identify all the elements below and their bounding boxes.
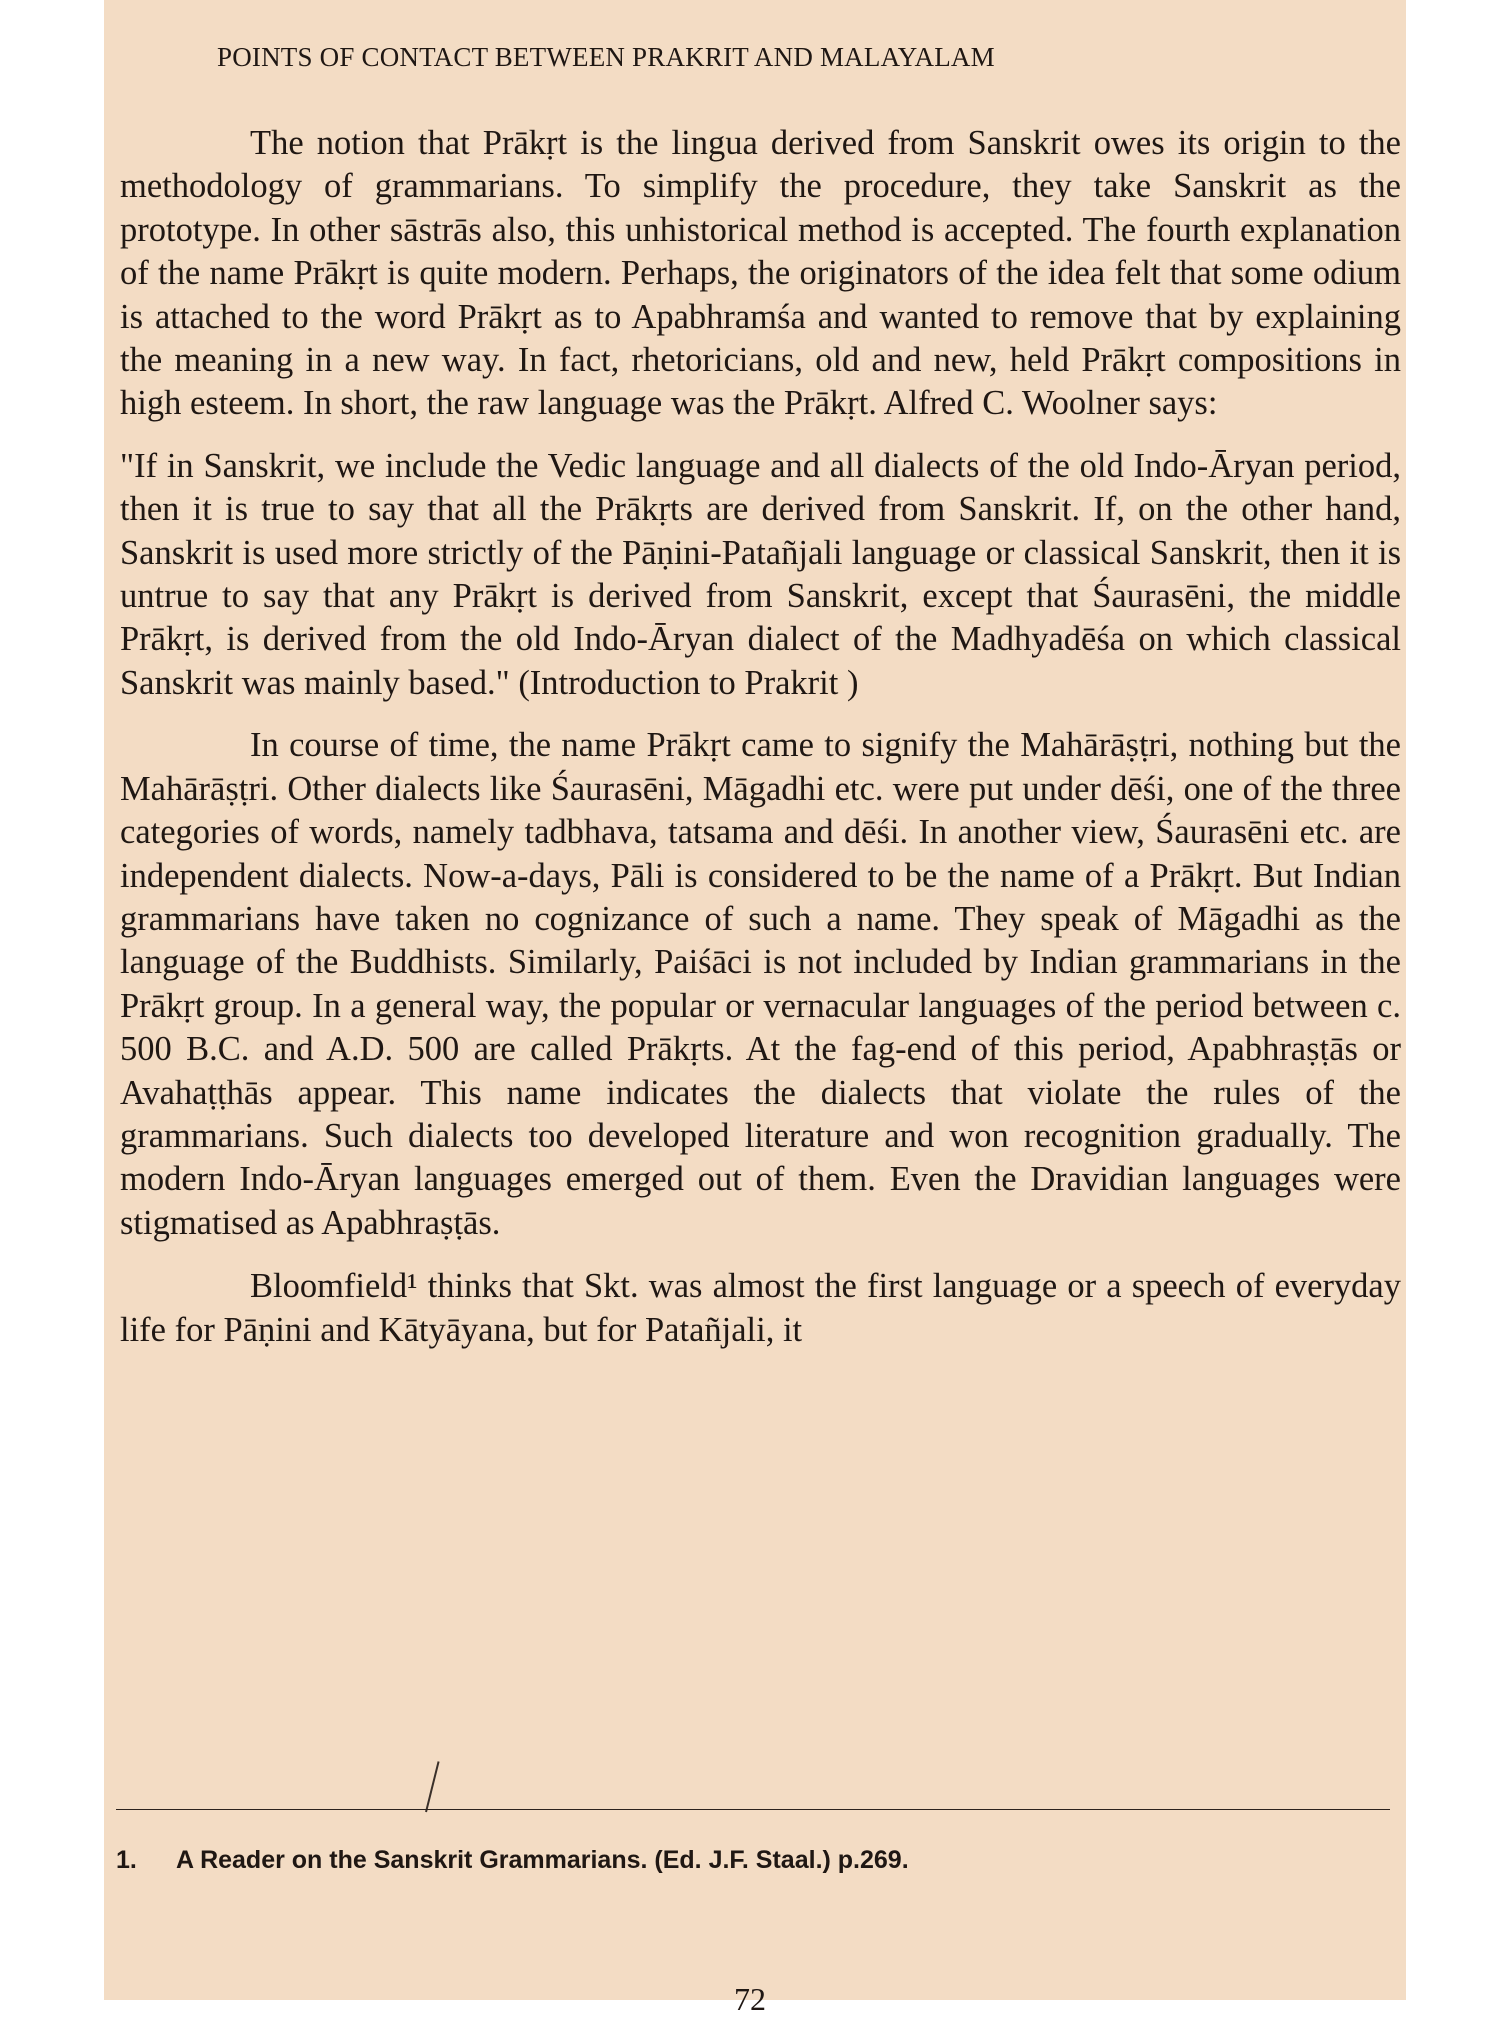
paragraph-1: The notion that Prākṛt is the lingua derived from Sanskrit owes its origin to the methodology of grammarians. To simplify the procedure, they take Sanskrit as the prototype. In other sāstrās also, this unhistorical method is accepted. The fourth explanation of the name Prākṛt is quite modern. Perhaps, the originators of the idea felt that some odium is attached to the word Prākṛt as to Apabhramśa and wanted to remove that by explaining the meaning in a new way. In fact, rhetoricians, old and new, held Prākṛt compositions in high esteem. In short, the raw language was the Prākṛt. Alfred C. Woolner says:: [120, 124, 1401, 423]
running-header: POINTS OF CONTACT BETWEEN PRAKRIT AND MALAYALAM: [217, 42, 995, 72]
body-text: [120, 122, 1401, 1352]
footnote-number: 1.: [116, 1846, 137, 1874]
paragraph-2: In course of time, the name Prākṛt came to signify the Mahārāṣṭri, nothing but the Mahārāṣṭri. Other dialects like Śaurasēni, Māgadhi etc. were put under dēśi, one of the three categories of words, namely tadbhava, tatsama and dēśi. In another view, Śaurasēni etc. are independent dialects. Now-a-days, Pāli is considered to be the name of a Prākṛt. But Indian grammarians have taken no cognizance of such a name. They speak of Māgadhi as the language of the Buddhists. Similarly, Paiśāci is not included by Indian grammarians in the Prākṛt group. In a general way, the popular or vernacular languages of the period between c. 500 B.C. and A.D. 500 are called Prākṛts. At the fag-end of this period, Apabhraṣṭās or Avahaṭṭhās appear. This name indicates the dialects that violate the rules of the grammarians. Such dialects too developed literature and won recognition gradually. The modern Indo-Āryan languages emerged out of them. Even the Dravidian languages were stigmatised as Apabhraṣṭās.: [120, 726, 1401, 1242]
footnote-rule: [116, 1809, 1390, 1810]
footnote-text: A Reader on the Sanskrit Grammarians. (Ed. J.F. Staal.) p.269.: [176, 1846, 909, 1874]
footnote: [116, 1846, 1390, 1875]
quotation-paragraph: "If in Sanskrit, we include the Vedic language and all dialects of the old Indo-Āryan period, then it is true to say that all the Prākṛts are derived from Sanskrit. If, on the other hand, Sanskrit is used more strictly of the Pāṇini-Patañjali language or classical Sanskrit, then it is untrue to say that any Prākṛt is derived from Sanskrit, except that Śaurasēni, the middle Prākṛt, is derived from the old Indo-Āryan dialect of the Madhyadēśa on which classical Sanskrit was mainly based." (Introduction to Prakrit ): [120, 446, 1401, 702]
paragraph-3: Bloomfield¹ thinks that Skt. was almost the first language or a speech of everyday life for Pāṇini and Kātyāyana, but for Patañjali, it: [120, 1267, 1401, 1349]
page-number: 72: [734, 1981, 766, 2017]
